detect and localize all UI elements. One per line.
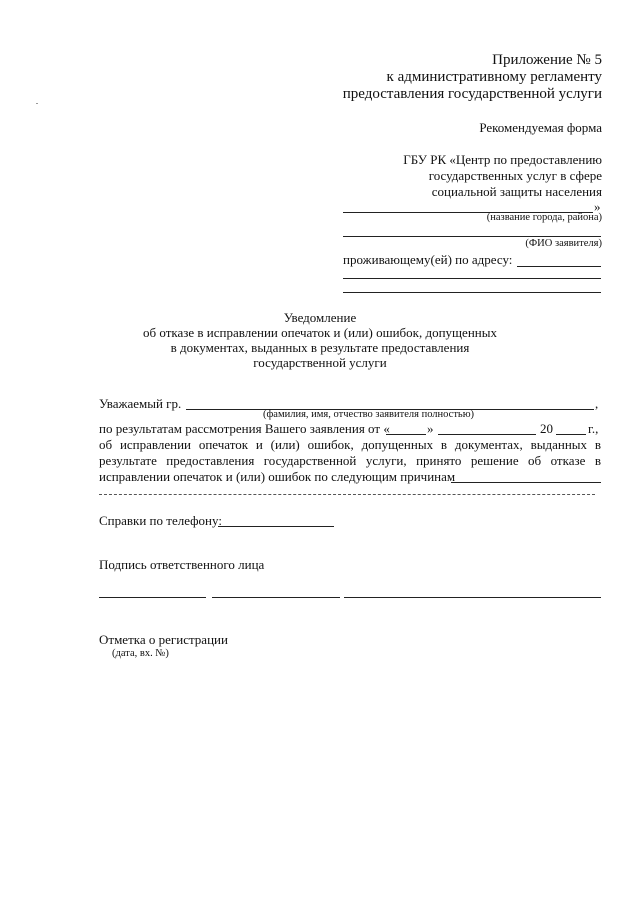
notice-title: Уведомление — [283, 310, 357, 325]
reasons-underline-1 — [451, 482, 601, 483]
fio-underline — [343, 236, 601, 237]
month-underline — [438, 434, 536, 435]
address-label: проживающему(ей) по адресу: — [343, 252, 513, 267]
year-suffix: г., — [588, 421, 599, 436]
addressee-org-line1: ГБУ РК «Центр по предоставлению — [403, 152, 602, 167]
addressee-org-line3: социальной защиты населения — [431, 184, 602, 199]
applicant-name-caption: (фамилия, имя, отчество заявителя полностью) — [263, 409, 475, 420]
signature-label: Подпись ответственного лица — [99, 557, 265, 572]
address-underline-1 — [517, 266, 601, 267]
notice-subtitle-3: государственной услуги — [253, 355, 387, 370]
year-underline — [556, 434, 586, 435]
notice-subtitle-2: в документах, выданных в результате предоставления — [170, 340, 470, 355]
notice-subtitle-1: об отказе в исправлении опечаток и (или) ошибок, допущенных — [143, 325, 497, 340]
address-underline-2 — [343, 278, 601, 279]
paragraph-line-4: исправлении опечаток и (или) ошибок по следующим причинам — [99, 469, 456, 484]
addressee-org-line2: государственных услуг в сфере — [428, 168, 602, 183]
city-caption: (название города, района) — [486, 212, 602, 223]
signature-sign-underline — [212, 597, 340, 598]
appendix-service: предоставления государственной услуги — [342, 86, 602, 102]
address-underline-3 — [343, 292, 601, 293]
signature-name-underline — [344, 597, 601, 598]
fio-caption: (ФИО заявителя) — [525, 238, 602, 249]
scan-speck — [36, 103, 38, 104]
phone-label: Справки по телефону: — [99, 513, 222, 528]
salutation-label: Уважаемый гр. — [99, 396, 182, 411]
paragraph-line-2: об исправлении опечаток и (или) ошибок, допущенных в документах, выданных в — [99, 437, 601, 452]
appendix-number: Приложение № 5 — [492, 52, 602, 68]
signature-position-underline — [99, 597, 206, 598]
registration-caption: (дата, вх. №) — [112, 648, 169, 659]
closing-quote: » — [594, 199, 601, 214]
day-close-quote: » — [427, 421, 434, 436]
appendix-regulation: к административному регламенту — [386, 69, 602, 85]
paragraph-line-3: результате предоставления государственной услуги, принято решение об отказе в — [99, 453, 601, 468]
reasons-underline-2 — [99, 494, 595, 495]
application-date-text: по результатам рассмотрения Вашего заявления от « — [99, 421, 390, 436]
year-prefix: 20 — [540, 421, 553, 436]
phone-underline — [218, 526, 334, 527]
day-underline — [386, 434, 426, 435]
recommended-form-label: Рекомендуемая форма — [479, 120, 602, 135]
registration-label: Отметка о регистрации — [99, 632, 228, 647]
salutation-comma: , — [595, 396, 599, 411]
